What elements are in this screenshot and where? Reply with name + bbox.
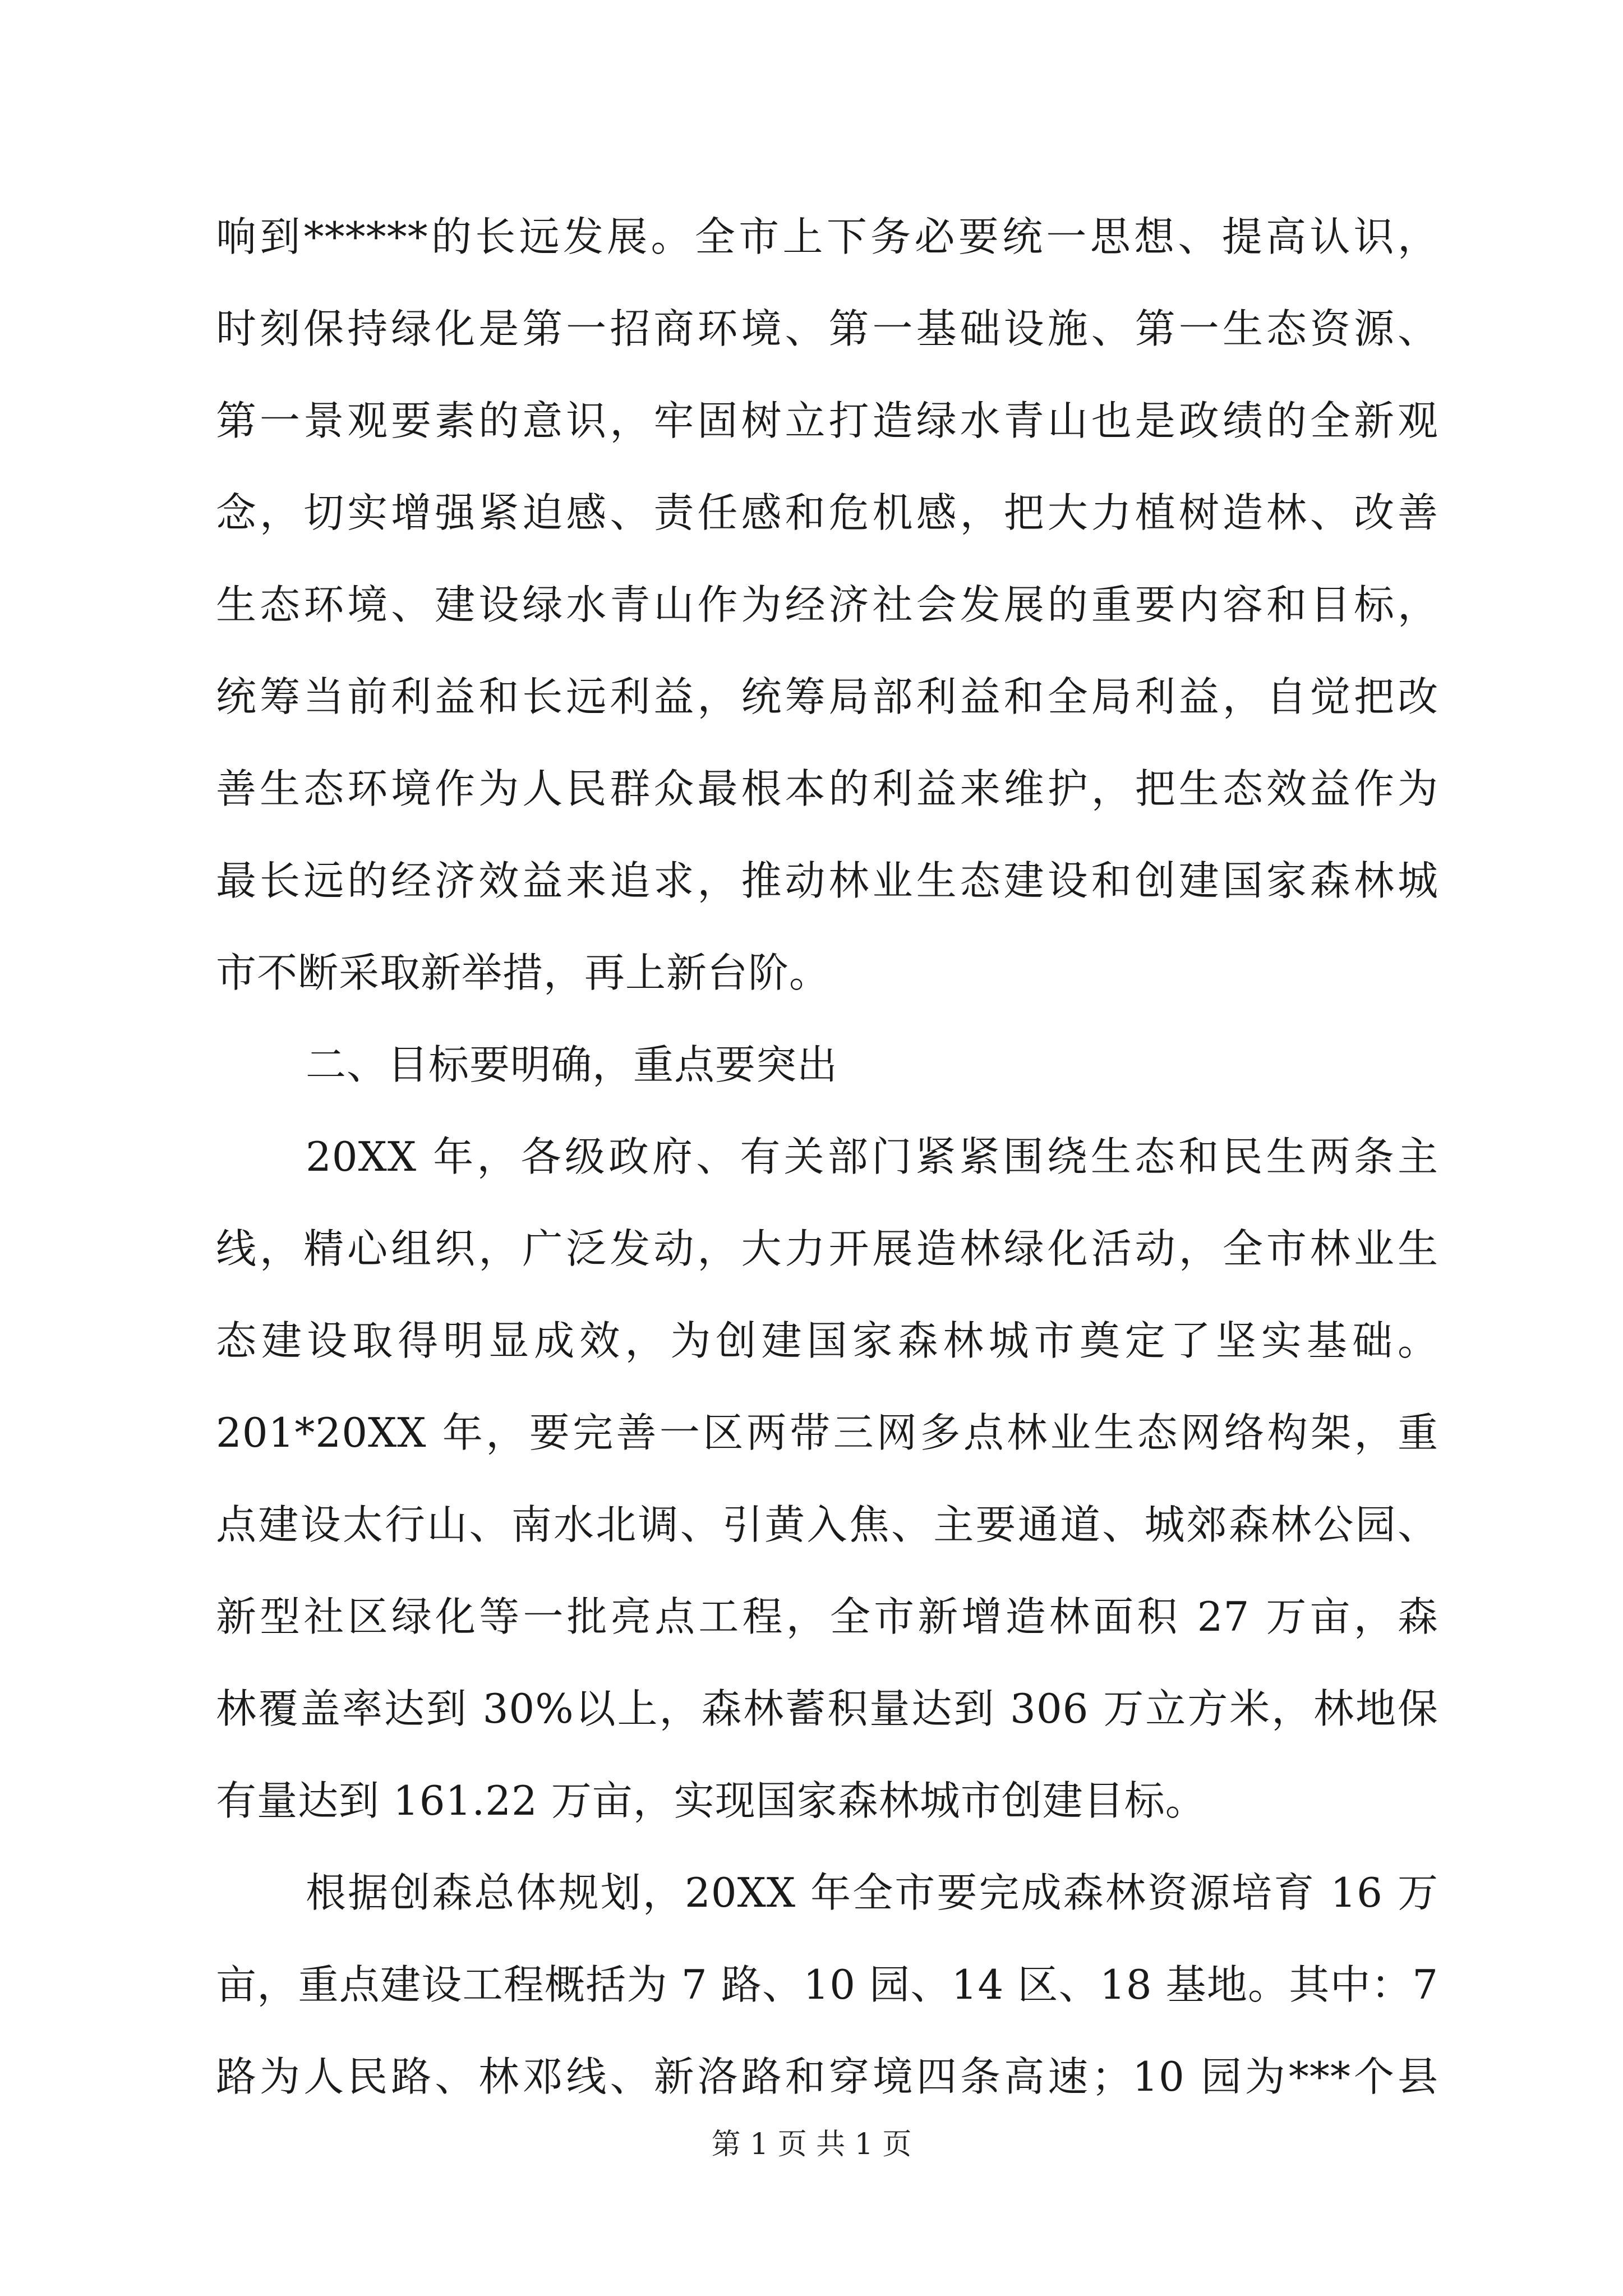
- page-number-footer: 第 1 页 共 1 页: [711, 2128, 912, 2161]
- paragraph-1-line: 统筹当前利益和长远利益，统筹局部利益和全局利益，自觉把改: [216, 673, 1438, 720]
- paragraph-1-line: 生态环境、建设绿水青山作为经济社会发展的重要内容和目标，: [216, 581, 1438, 628]
- paragraph-2-line: 林覆盖率达到 30%以上，森林蓄积量达到 306 万立方米，林地保: [216, 1685, 1438, 1732]
- paragraph-1-line: 响到******的长远发展。全市上下务必要统一思想、提高认识，: [216, 213, 1438, 260]
- paragraph-2-line: 新型社区绿化等一批亮点工程，全市新增造林面积 27 万亩，森: [216, 1593, 1438, 1640]
- paragraph-1-line: 念，切实增强紧迫感、责任感和危机感，把大力植树造林、改善: [216, 489, 1438, 536]
- paragraph-2-line: 20XX 年，各级政府、有关部门紧紧围绕生态和民生两条主: [306, 1133, 1438, 1180]
- section-heading: 二、目标要明确，重点要突出: [306, 1041, 838, 1088]
- paragraph-1-line: 第一景观要素的意识，牢固树立打造绿水青山也是政绩的全新观: [216, 397, 1438, 444]
- paragraph-3-line: 亩，重点建设工程概括为 7 路、10 园、14 区、18 基地。其中：7: [216, 1961, 1438, 2008]
- paragraph-2-line: 点建设太行山、南水北调、引黄入焦、主要通道、城郊森林公园、: [216, 1501, 1438, 1548]
- paragraph-2-line: 线，精心组织，广泛发动，大力开展造林绿化活动，全市林业生: [216, 1225, 1438, 1272]
- paragraph-1-line: 时刻保持绿化是第一招商环境、第一基础设施、第一生态资源、: [216, 305, 1438, 352]
- paragraph-2-line: 201*20XX 年，要完善一区两带三网多点林业生态网络构架，重: [216, 1409, 1438, 1456]
- paragraph-1-line: 市不断采取新举措，再上新台阶。: [216, 949, 831, 996]
- document-body: [216, 191, 1438, 2123]
- paragraph-1-line: 善生态环境作为人民群众最根本的利益来维护，把生态效益作为: [216, 765, 1438, 812]
- paragraph-2-line: 态建设取得明显成效，为创建国家森林城市奠定了坚实基础。: [216, 1317, 1438, 1364]
- paragraph-2-line: 有量达到 161.22 万亩，实现国家森林城市创建目标。: [216, 1777, 1206, 1824]
- paragraph-1-line: 最长远的经济效益来追求，推动林业生态建设和创建国家森林城: [216, 857, 1438, 904]
- paragraph-3-line: 路为人民路、林邓线、新洛路和穿境四条高速；10 园为***个县: [216, 2053, 1438, 2100]
- paragraph-3-line: 根据创森总体规划，20XX 年全市要完成森林资源培育 16 万: [306, 1869, 1438, 1916]
